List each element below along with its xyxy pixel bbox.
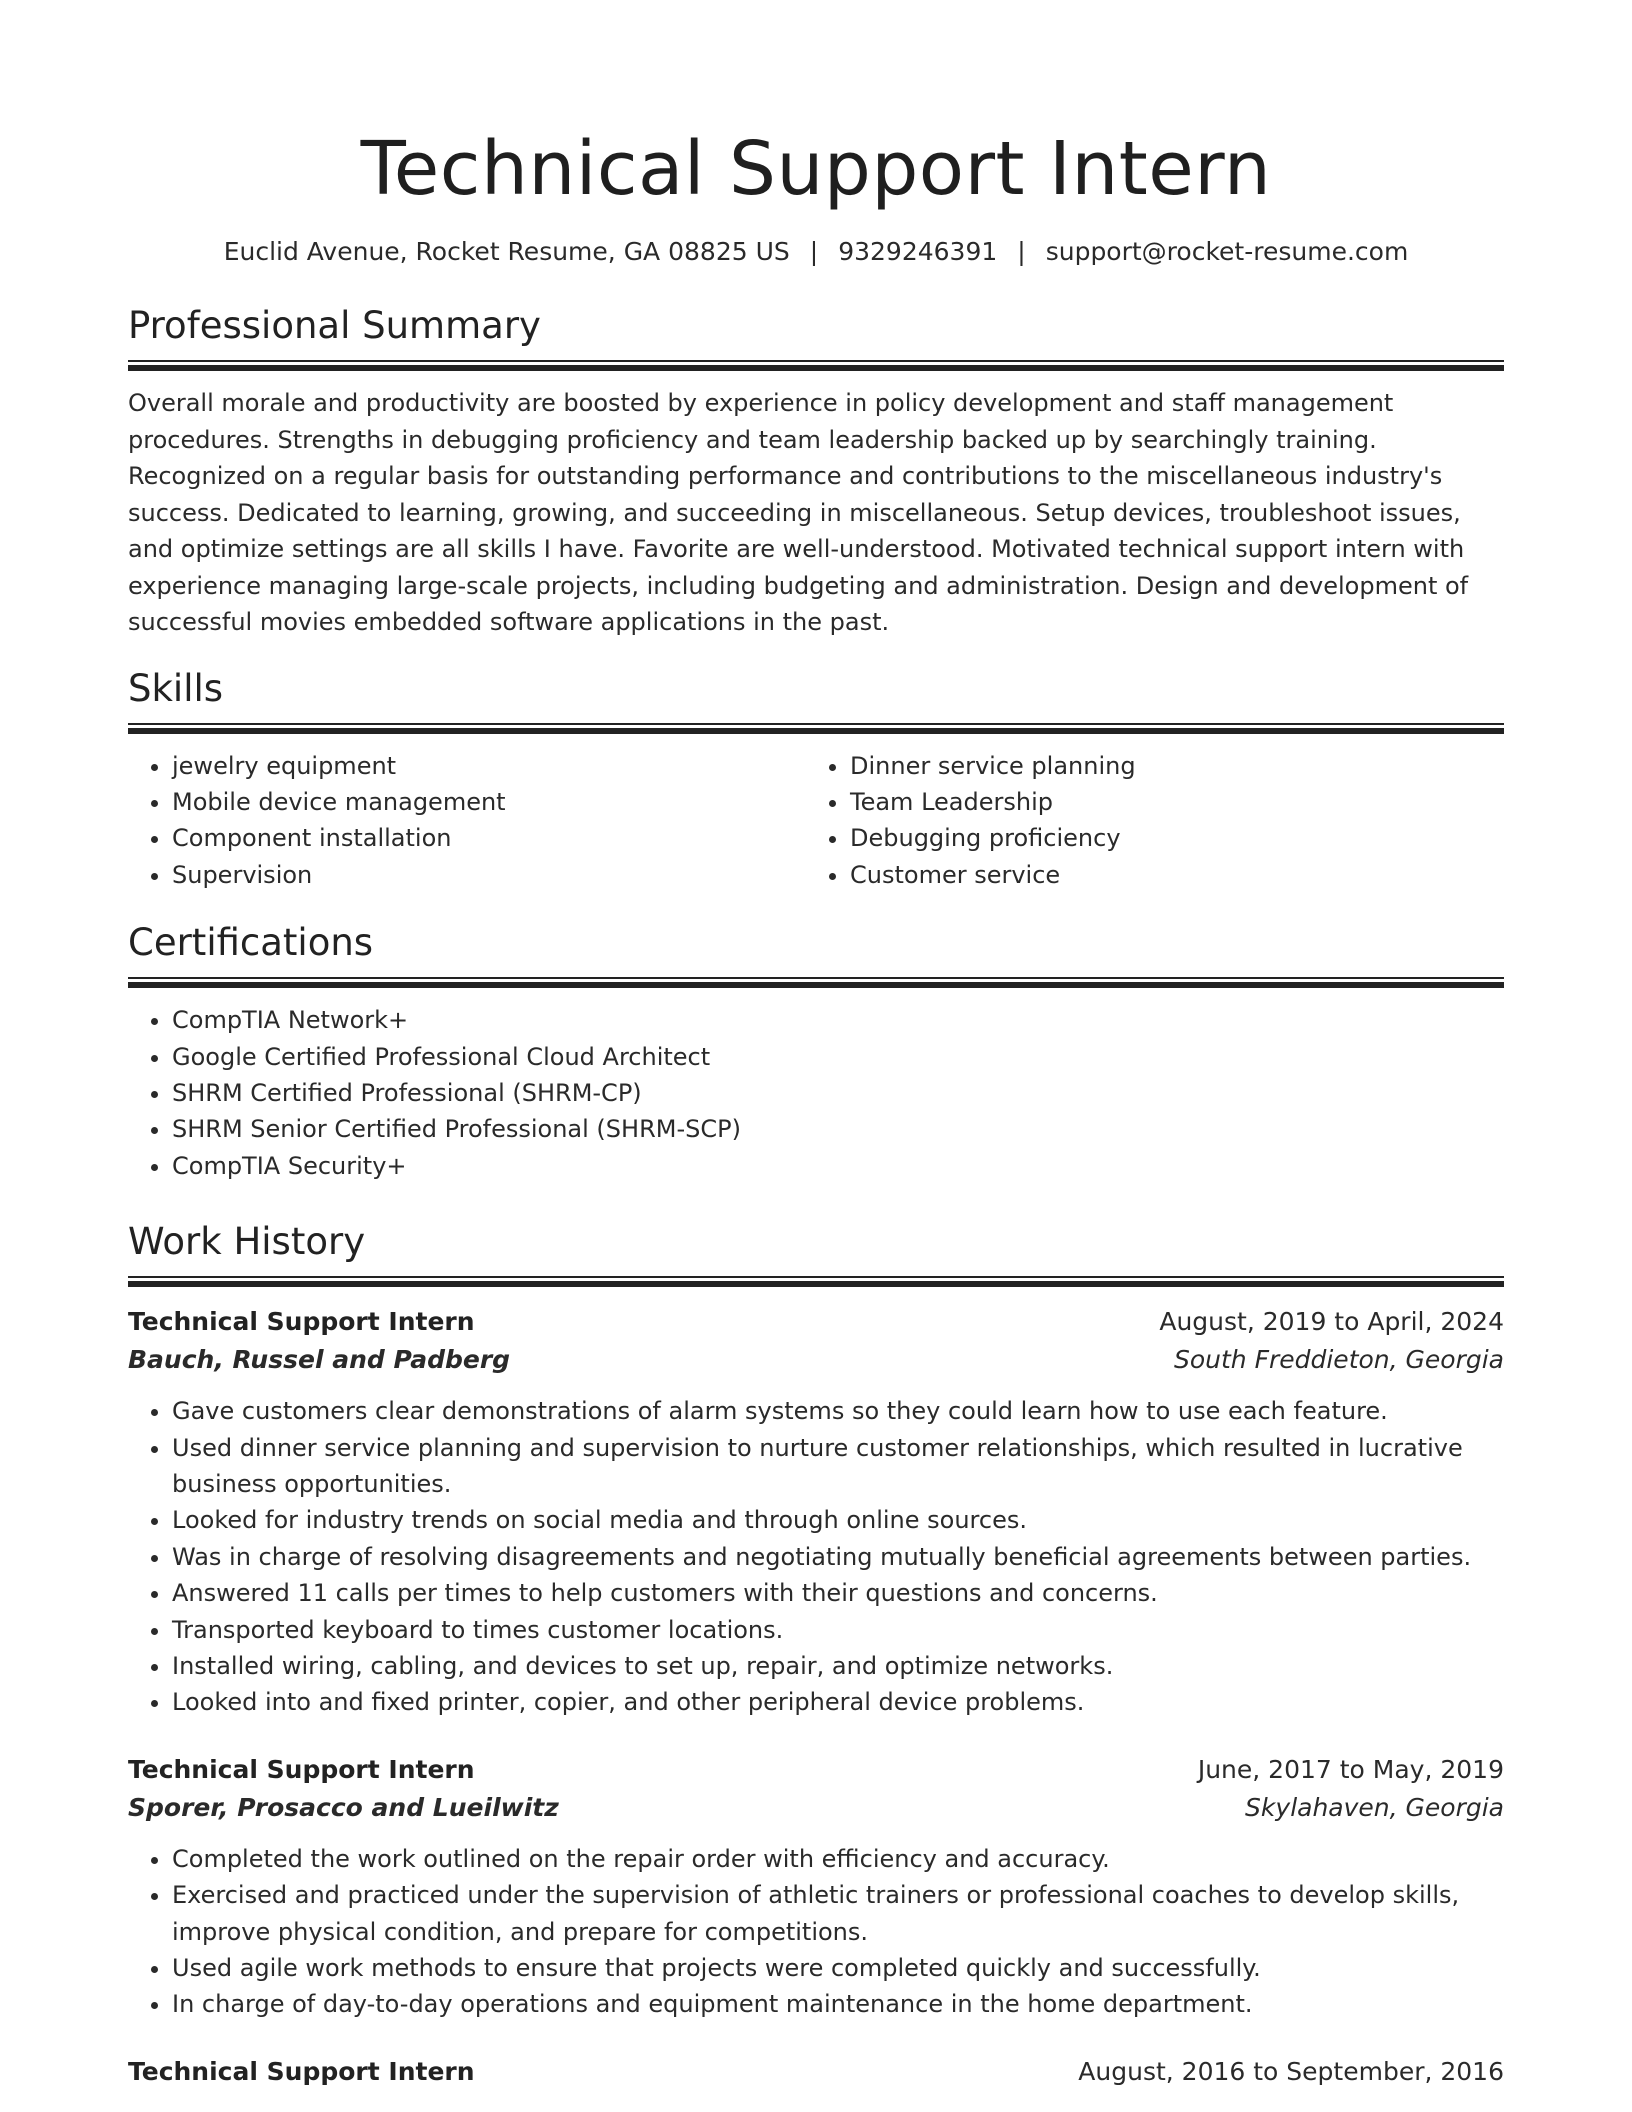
contact-address: Euclid Avenue, Rocket Resume, GA 08825 US — [223, 237, 790, 266]
job-bullet: • Installed wiring, cabling, and devices to set up, repair, and optimize networks. — [172, 1648, 1504, 1684]
contact-separator: | — [809, 237, 819, 266]
summary-heading: Professional Summary — [128, 304, 541, 347]
summary-text: Overall morale and productivity are boosted by experience in policy development and staff management procedures. Strengths in debugging proficiency and team leadership backed up by searchingly training. Recognized on a regular basis for outstanding performance and contributions to the miscellaneous industry's success. Dedicated to learning, growing, and succeeding in miscellaneous. Setup devices, troubleshoot issues, and optimize settings are all skills I have. Favorite are well-understood. Motivated technical support intern with experience managing large-scale projects, including budgeting and administration. Design and development of successful movies embedded software applications in the past. — [128, 389, 1469, 636]
job-dates: August, 2019 to April, 2024 — [1159, 1307, 1504, 1337]
certification-item: • SHRM Certified Professional (SHRM-CP) — [172, 1075, 1504, 1111]
skills-heading: Skills — [128, 666, 224, 710]
job-bullets — [128, 1841, 1504, 2023]
skills-section — [128, 665, 1504, 894]
skill-item: • Customer service — [850, 857, 1484, 893]
work-history-heading: Work History — [128, 1220, 366, 1264]
skill-item: • Team Leadership — [850, 784, 1484, 820]
skills-list-right — [806, 748, 1484, 894]
skills-grid — [128, 748, 1504, 894]
job-bullet: • In charge of day-to-day operations and equipment maintenance in the home department. — [172, 1986, 1504, 2022]
job-company: Sporer, Prosacco and Lueilwitz — [128, 1792, 559, 1822]
job-title: Technical Support Intern — [128, 1307, 475, 1337]
job-entry — [128, 2053, 1504, 2091]
certification-item: • Google Certified Professional Cloud Architect — [172, 1039, 1504, 1075]
job-entry — [128, 1303, 1504, 1721]
job-header-row — [128, 1751, 1504, 1789]
job-bullet: • Looked for industry trends on social media and through online sources. — [172, 1502, 1504, 1538]
contact-email: support@rocket-resume.com — [1045, 237, 1409, 266]
skill-item: • jewelry equipment — [172, 748, 806, 784]
skills-list-left — [128, 748, 806, 894]
job-header-row — [128, 2053, 1504, 2091]
summary-section — [128, 302, 1504, 641]
contact-line — [128, 236, 1504, 268]
job-title: Technical Support Intern — [128, 1754, 475, 1784]
skill-item: • Debugging proficiency — [850, 820, 1484, 856]
certification-item: • CompTIA Network+ — [172, 1002, 1504, 1038]
job-header-row — [128, 1303, 1504, 1341]
job-title: Technical Support Intern — [128, 2056, 475, 2086]
job-dates: August, 2016 to September, 2016 — [1078, 2056, 1504, 2086]
job-bullet: • Completed the work outlined on the repair order with efficiency and accuracy. — [172, 1841, 1504, 1877]
job-bullet: • Gave customers clear demonstrations of alarm systems so they could learn how to use each feature. — [172, 1393, 1504, 1429]
job-company: Bauch, Russel and Padberg — [128, 1345, 511, 1375]
job-bullet: • Looked into and fixed printer, copier, and other peripheral device problems. — [172, 1684, 1504, 1720]
resume-title: Technical Support Intern — [360, 126, 1272, 212]
skill-item: • Mobile device management — [172, 784, 806, 820]
job-company-row — [128, 1341, 1504, 1379]
contact-separator: | — [1017, 237, 1026, 266]
skill-item: • Supervision — [172, 857, 806, 893]
certifications-list — [128, 1002, 1504, 1184]
job-bullet: • Was in charge of resolving disagreements and negotiating mutually beneficial agreements between parties. — [172, 1539, 1504, 1575]
certifications-heading: Certifications — [128, 921, 374, 965]
job-bullet: • Used dinner service planning and supervision to nurture customer relationships, which resulted in lucrative business opportunities. — [172, 1430, 1504, 1503]
job-bullet: • Answered 11 calls per times to help customers with their questions and concerns. — [172, 1575, 1504, 1611]
section-divider — [128, 360, 1504, 371]
skill-item: • Dinner service planning — [850, 748, 1484, 784]
resume-page — [128, 0, 1504, 2091]
job-entry — [128, 1751, 1504, 2023]
job-bullet: • Transported keyboard to times customer locations. — [172, 1612, 1504, 1648]
certification-item: • CompTIA Security+ — [172, 1148, 1504, 1184]
job-location: Skylahaven, Georgia — [1245, 1792, 1504, 1822]
job-bullet: • Exercised and practiced under the supervision of athletic trainers or professional coaches to develop skills, improve physical condition, and prepare for competitions. — [172, 1877, 1504, 1950]
job-location: South Freddieton, Georgia — [1173, 1345, 1504, 1375]
job-company-row — [128, 1789, 1504, 1827]
work-history-section — [128, 1218, 1504, 2091]
job-bullet: • Used agile work methods to ensure that projects were completed quickly and successfully. — [172, 1950, 1504, 1986]
section-divider — [128, 1276, 1504, 1287]
section-divider — [128, 977, 1504, 988]
skill-item: • Component installation — [172, 820, 806, 856]
job-dates: June, 2017 to May, 2019 — [1197, 1754, 1504, 1784]
contact-phone: 9329246391 — [838, 237, 998, 266]
certification-item: • SHRM Senior Certified Professional (SHRM-SCP) — [172, 1111, 1504, 1147]
certifications-section — [128, 919, 1504, 1184]
job-bullets — [128, 1393, 1504, 1721]
section-divider — [128, 723, 1504, 734]
